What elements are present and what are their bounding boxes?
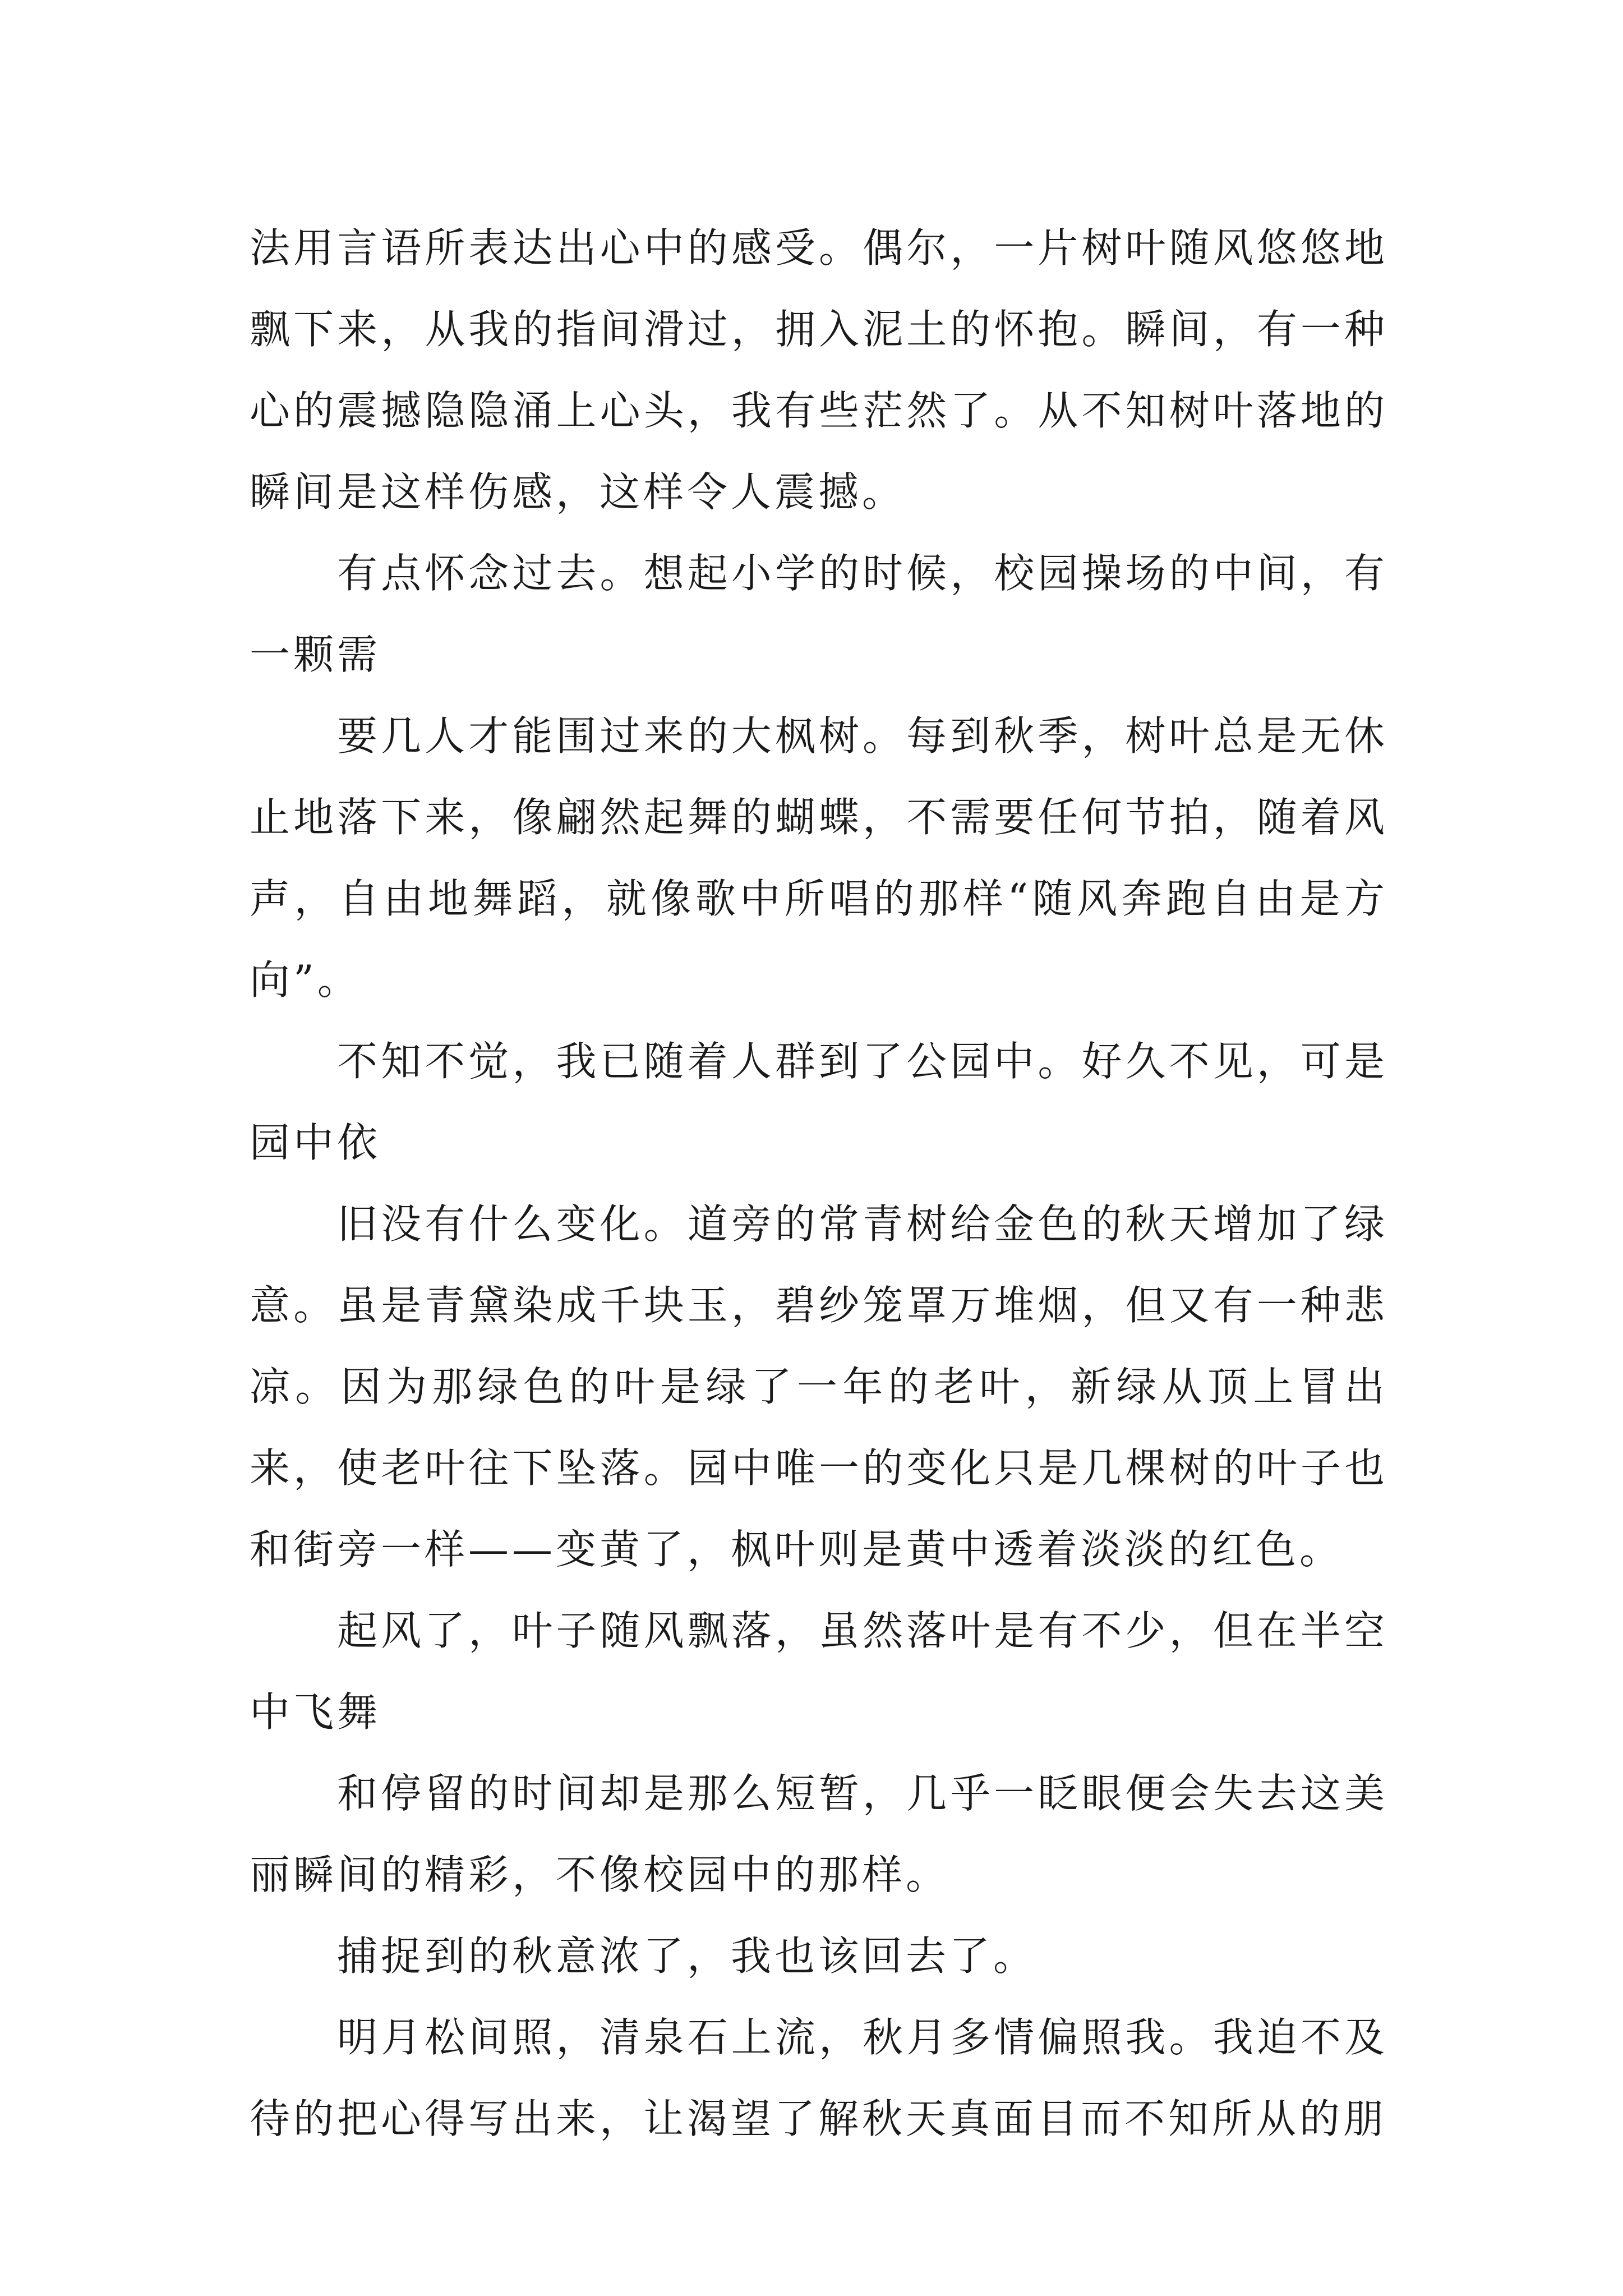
paragraph-4: 不知不觉，我已随着人群到了公园中。好久不见，可是园中依 [250, 1038, 1388, 1166]
paragraph-3: 要几人才能围过来的大枫树。每到秋季，树叶总是无休止地落下来，像翩然起舞的蝴蝶，不需要任何节拍，随着风声，自由地舞蹈，就像歌中所唱的那样“随风奔跑自由是方向”。 [250, 712, 1388, 1004]
paragraph-1: 法用言语所表达出心中的感受。偶尔，一片树叶随风悠悠地飘下来，从我的指间滑过，拥入泥土的怀抱。瞬间，有一种心的震撼隐隐涌上心头，我有些茫然了。从不知树叶落地的瞬间是这样伤感，这样令人震撼。 [250, 224, 1388, 516]
paragraph-9: 明月松间照，清泉石上流，秋月多情偏照我。我迫不及待的把心得写出来，让渴望了解秋天真面目而不知所从的朋 [250, 2014, 1388, 2142]
paragraph-7: 和停留的时间却是那么短暂，几乎一眨眼便会失去这美丽瞬间的精彩，不像校园中的那样。 [250, 1770, 1388, 1898]
paragraph-6: 起风了，叶子随风飘落，虽然落叶是有不少，但在半空中飞舞 [250, 1607, 1388, 1736]
document-body [250, 208, 1388, 2160]
paragraph-5: 旧没有什么变化。道旁的常青树给金色的秋天增加了绿意。虽是青黛染成千块玉，碧纱笼罩万堆烟，但又有一种悲凉。因为那绿色的叶是绿了一年的老叶，新绿从顶上冒出来，使老叶往下坠落。园中唯一的变化只是几棵树的叶子也和街旁一样——变黄了，枫叶则是黄中透着淡淡的红色。 [250, 1200, 1388, 1573]
paragraph-8: 捕捉到的秋意浓了，我也该回去了。 [337, 1932, 1038, 1980]
paragraph-2: 有点怀念过去。想起小学的时候，校园操场的中间，有一颗需 [250, 550, 1388, 678]
